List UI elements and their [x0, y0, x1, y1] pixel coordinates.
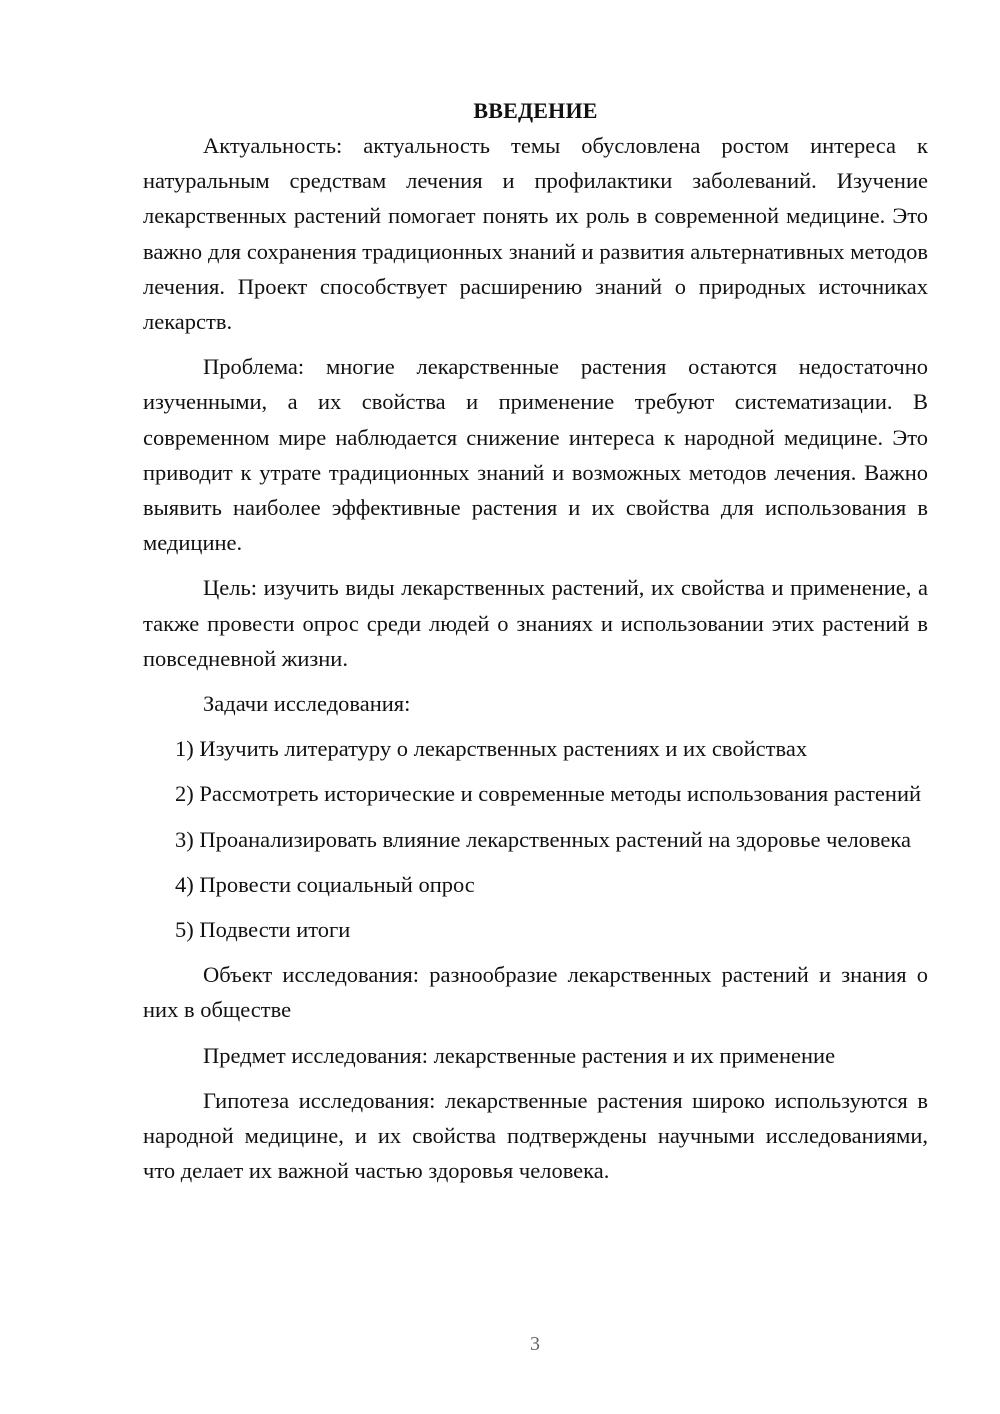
tasks-list — [143, 731, 928, 947]
task-item: 4) Провести социальный опрос — [175, 871, 475, 897]
section-title: ВВЕДЕНИЕ — [473, 98, 598, 123]
page-number: 3 — [530, 1333, 540, 1355]
problem-paragraph: Проблема: многие лекарственные растения остаются недостаточно изученными, а их свойства и применение требуют систематизации. В современном мире наблюдается снижение интереса к народной медицине. Это приводит к утрате традиционных знаний и возможных методов лечения. Важно выявить наиболее эффективные растения и их свойства для использования в медицине. — [143, 354, 928, 556]
task-item: 5) Подвести итоги — [175, 917, 351, 943]
task-item: 3) Проанализировать влияние лекарственных растений на здоровье человека — [175, 826, 911, 852]
object-paragraph: Объект исследования: разнообразие лекарственных растений и знания о них в обществе — [143, 962, 928, 1023]
hypothesis-paragraph: Гипотеза исследования: лекарственные растения широко используются в народной медицине, и их свойства подтверждены научными исследованиями, что делает их важной частью здоровья человека. — [143, 1087, 928, 1184]
task-item: 1) Изучить литературу о лекарственных растениях и их свойствах — [175, 736, 808, 762]
tasks-heading: Задачи исследования: — [203, 691, 411, 717]
relevance-paragraph: Актуальность: актуальность темы обусловлена ростом интереса к натуральным средствам лечения и профилактики заболеваний. Изучение лекарственных растений помогает понять их роль в современной медицине. Это важно для сохранения традиционных знаний и развития альтернативных методов лечения. Проект способствует расширению знаний о природных источниках лекарств. — [143, 133, 928, 335]
document-page — [143, 96, 928, 1198]
subject-paragraph: Предмет исследования: лекарственные растения и их применение — [203, 1042, 836, 1068]
goal-paragraph: Цель: изучить виды лекарственных растений, их свойства и применение, а также провести опрос среди людей о знаниях и использовании этих растений в повседневной жизни. — [143, 575, 928, 671]
task-item: 2) Рассмотреть исторические и современные методы использования растений — [175, 781, 922, 807]
